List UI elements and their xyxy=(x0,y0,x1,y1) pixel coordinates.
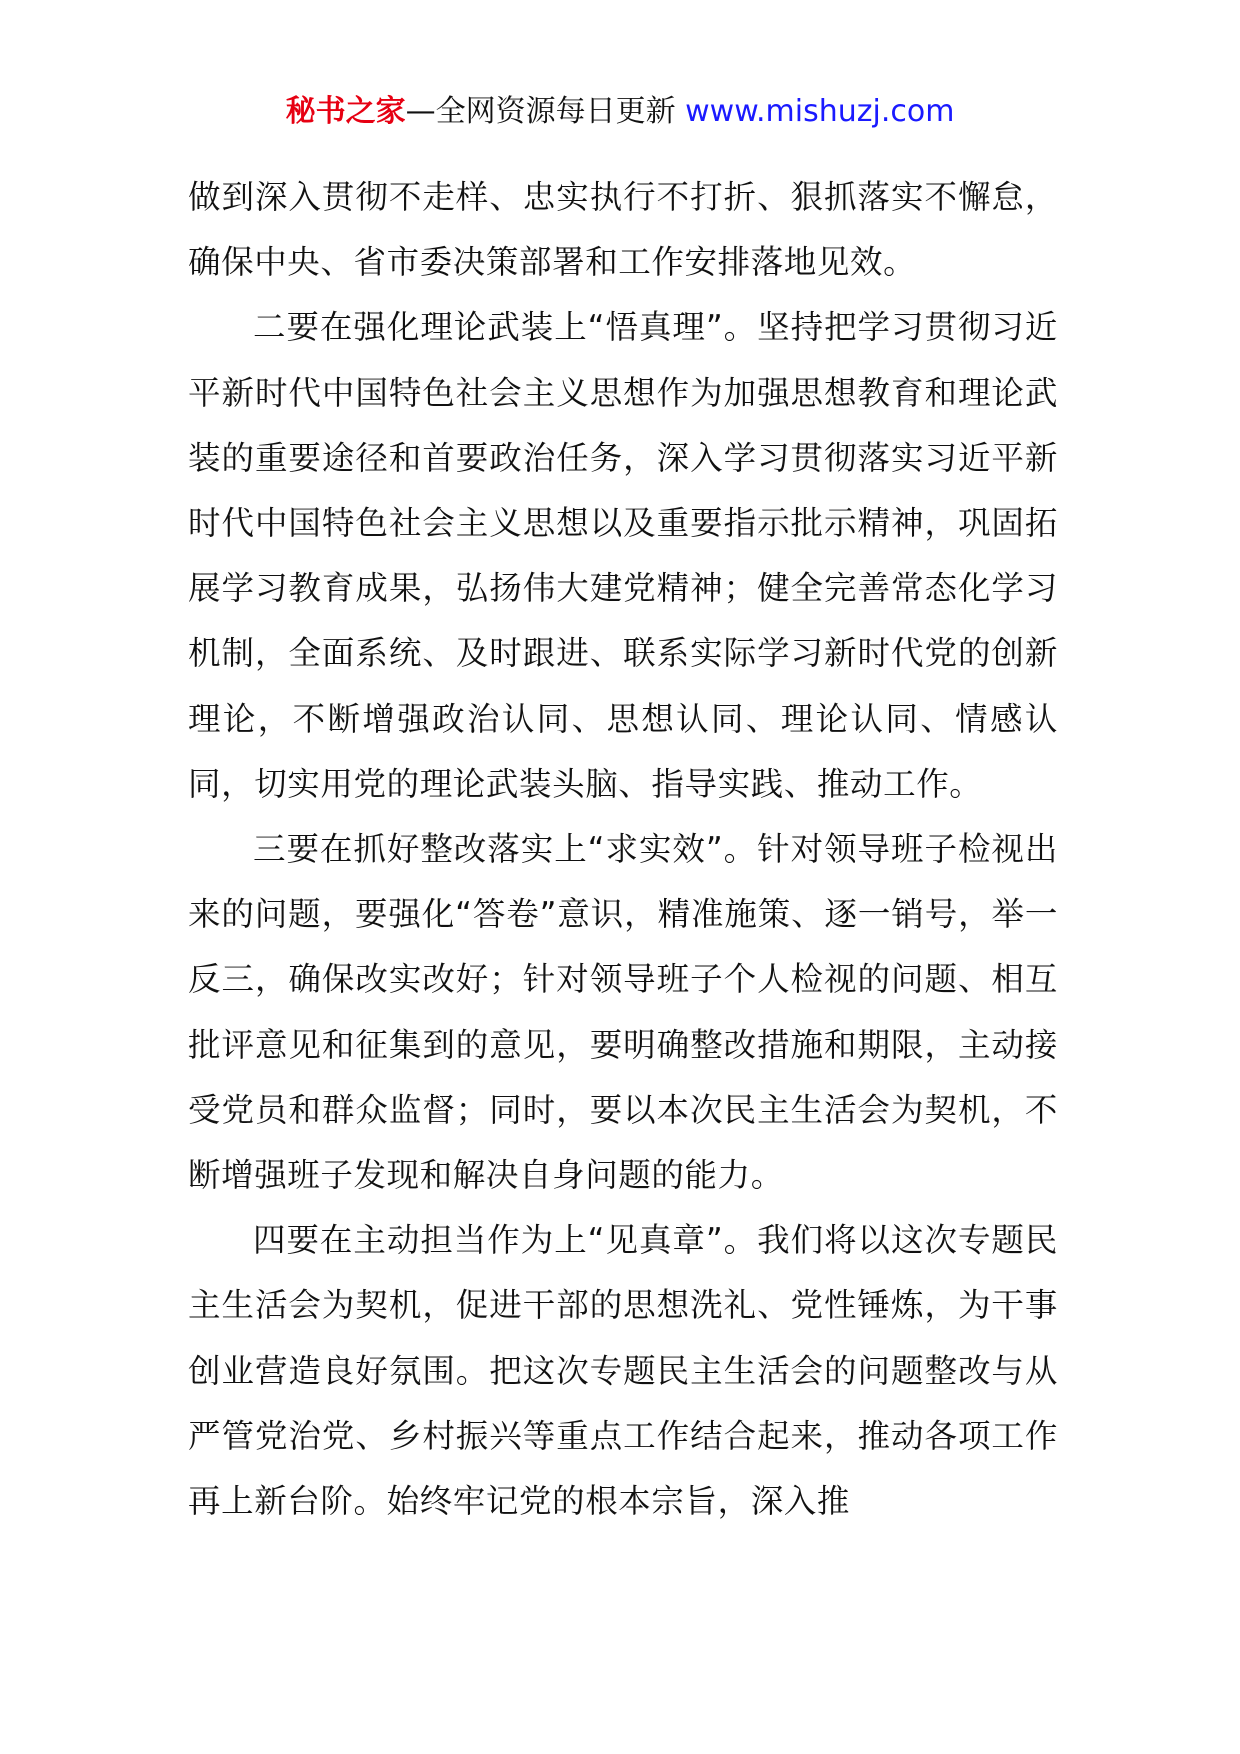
document-body xyxy=(188,165,1058,1534)
paragraph-responsibility: 四要在主动担当作为上“见真章”。我们将以这次专题民主生活会为契机，促进干部的思想洗礼、党性锤炼，为干事创业营造良好氛围。把这次专题民主生活会的问题整改与从严管党治党、乡村振兴等重点工作结合起来，推动各项工作再上新台阶。始终牢记党的根本宗旨，深入推 xyxy=(188,1221,1058,1521)
brand-name: 秘书之家 xyxy=(285,94,406,129)
page-header xyxy=(0,92,1240,132)
header-tagline: —全网资源每日更新 xyxy=(405,94,686,129)
paragraph-theory-study: 二要在强化理论武装上“悟真理”。坚持把学习贯彻习近平新时代中国特色社会主义思想作为加强思想教育和理论武装的重要途径和首要政治任务，深入学习贯彻落实习近平新时代中国特色社会主义思想以及重要指示批示精神，巩固拓展学习教育成果，弘扬伟大建党精神；健全完善常态化学习机制，全面系统、及时跟进、联系实际学习新时代党的创新理论，不断增强政治认同、思想认同、理论认同、情感认同，切实用党的理论武装头脑、指导实践、推动工作。 xyxy=(188,308,1058,803)
website-link[interactable]: www.mishuzj.com xyxy=(685,94,955,129)
paragraph-rectification: 三要在抓好整改落实上“求实效”。针对领导班子检视出来的问题，要强化“答卷”意识，精准施策、逐一销号，举一反三，确保改实改好；针对领导班子个人检视的问题、相互批评意见和征集到的意见，要明确整改措施和期限，主动接受党员和群众监督；同时，要以本次民主生活会为契机，不断增强班子发现和解决自身问题的能力。 xyxy=(188,830,1058,1195)
paragraph-continuation: 做到深入贯彻不走样、忠实执行不打折、狠抓落实不懈怠，确保中央、省市委决策部署和工作安排落地见效。 xyxy=(188,178,1058,282)
